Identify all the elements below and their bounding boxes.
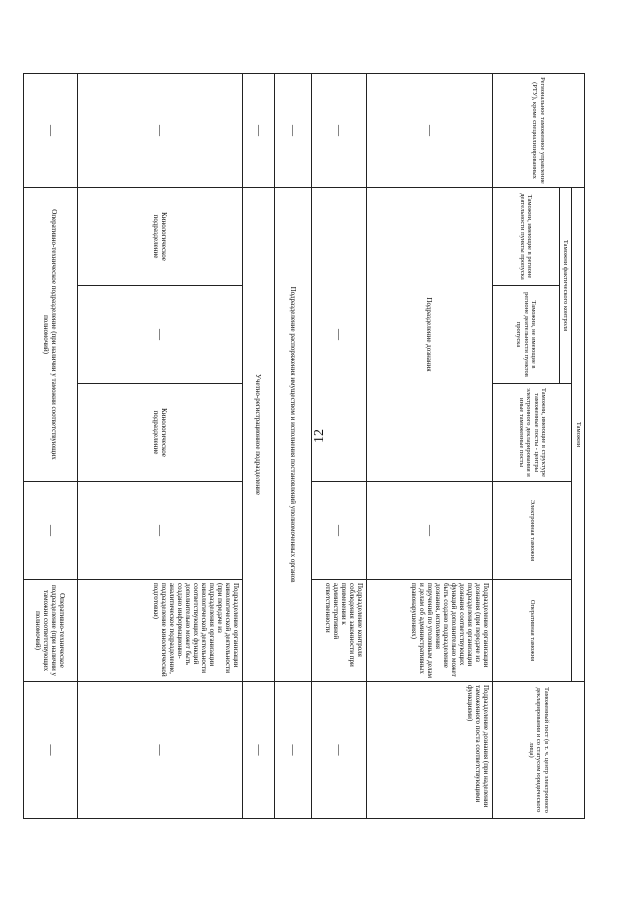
r4-registration-division: Учетно-регистрационное подразделение xyxy=(243,188,275,682)
r5-canine-edc: Кинологическое подразделение xyxy=(78,384,243,482)
r3-property-division: Подразделение распоряжения имуществом и исполнения постановлений уполномоченных органов xyxy=(275,188,312,682)
r6-optech-division: Оперативно-техническое подразделение (при наличии у таможни соответствующих полномочий) xyxy=(24,188,78,482)
header-electronic: Электронная таможня xyxy=(493,482,573,580)
rotated-table-wrapper xyxy=(34,73,585,818)
r2-merged: — xyxy=(312,188,367,482)
r6-rtu: — xyxy=(24,74,78,188)
r2-electronic: — xyxy=(312,482,367,580)
header-operational: Оперативная таможня xyxy=(493,580,573,682)
r6-operational: Оперативно-техническое подразделение (при наличии у таможни соответствующих полномочий) xyxy=(24,580,78,682)
page-number: 12 xyxy=(312,429,327,443)
header-with-edc: Таможни, имеющие в структуре таможенные посты - центры электронного декларирования и иные таможенные посты xyxy=(493,384,573,482)
r2-post: — xyxy=(312,682,367,819)
r5-post: — xyxy=(78,682,243,819)
header-fact-control: Таможни фактического контроля xyxy=(560,188,573,384)
header-customs: Таможни xyxy=(572,188,585,682)
structure-table xyxy=(23,73,585,819)
r5-canine-with-checkpoints: Кинологическое подразделение xyxy=(78,188,243,286)
r1-inquiry: Подразделение дознания xyxy=(367,188,493,482)
r1-rtu: — xyxy=(367,74,493,188)
r4-post: — xyxy=(243,682,275,819)
r1-post: Подразделение дознания (при наделении таможенного поста соответствующими функциями) xyxy=(367,682,493,819)
r2-rtu: — xyxy=(312,74,367,188)
r5-operational: Подразделение организации кинологической деятельности (при передаче из подразделения организации кинологической деятельности соответствующих функций дополнительно может быть создано информационно-аналитическое подразделение, подразделение кинологической подготовки) xyxy=(78,580,243,682)
header-without-checkpoints: Таможни, не имеющие в регионе деятельности пунктов пропуска xyxy=(493,286,560,384)
r5-without-checkpoints: — xyxy=(78,286,243,384)
r1-operational: Подразделение организации дознания (при передаче из подразделения организации дознания соответствующих функций дополнительно может быть создано подразделение дознания, исполнения поручений по уголовным делам и делам об административных правонарушениях) xyxy=(367,580,493,682)
header-rtu: Региональное таможенное управление (РТУ), кроме специализированных xyxy=(493,74,585,188)
r3-rtu: — xyxy=(275,74,312,188)
r1-electronic: — xyxy=(367,482,493,580)
r4-rtu: — xyxy=(243,74,275,188)
r6-post: — xyxy=(24,682,78,819)
r6-electronic: — xyxy=(24,482,78,580)
r5-rtu: — xyxy=(78,74,243,188)
header-post: Таможенный пост (в т. ч. центр электронного декларирования и со статусом юридического лица) xyxy=(493,682,585,819)
header-with-checkpoints: Таможни, имеющие в регионе деятельности пункты пропуска xyxy=(493,188,560,286)
r3-post: — xyxy=(275,682,312,819)
r5-electronic: — xyxy=(78,482,243,580)
r2-operational: Подразделение контроля соблюдения законности при применении к административной ответственности xyxy=(312,580,367,682)
